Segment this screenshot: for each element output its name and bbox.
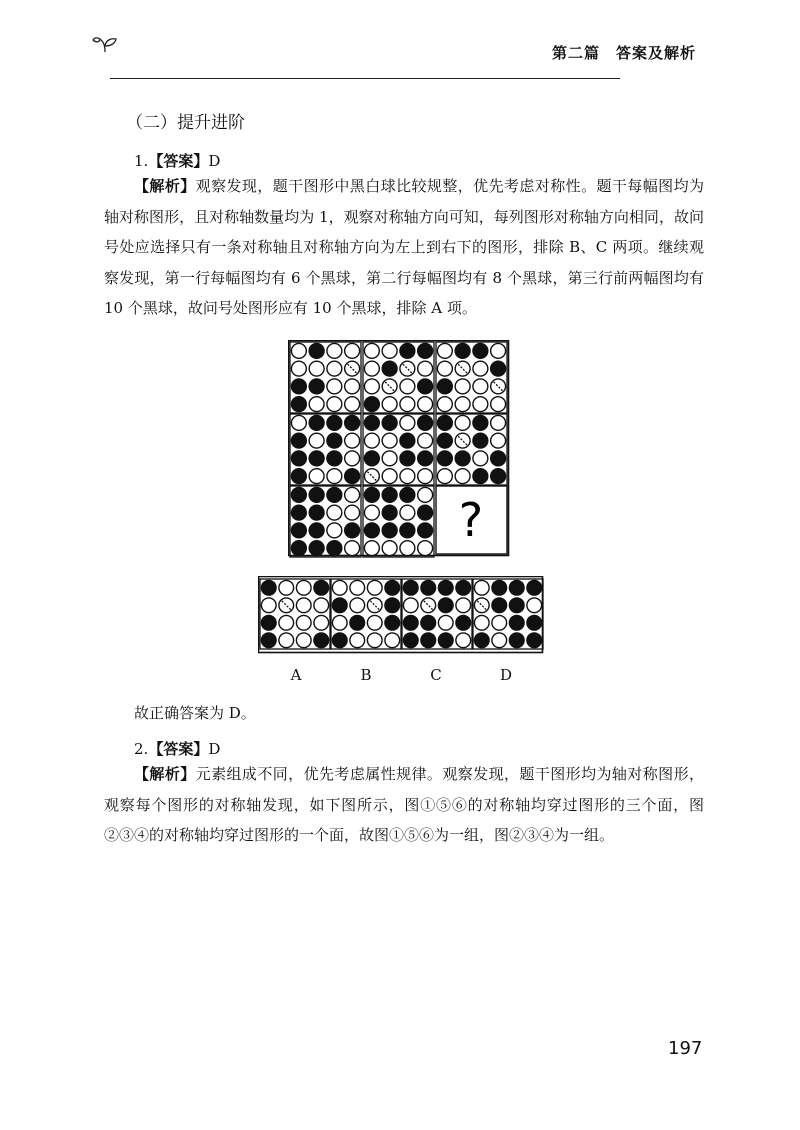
white-dot [455, 379, 470, 394]
white-dot [345, 487, 360, 502]
black-dot [403, 615, 418, 630]
q1-answer-line [134, 150, 220, 171]
black-dot [309, 379, 324, 394]
white-dot [491, 397, 506, 412]
white-dot [261, 598, 276, 613]
q2-answer: D [208, 740, 221, 758]
white-dot [438, 615, 453, 630]
black-dot [403, 580, 418, 595]
white-dot [474, 615, 489, 630]
white-dot [418, 469, 433, 484]
grid-cell-8 [363, 486, 434, 557]
grid-cell-2 [363, 342, 434, 413]
black-dot [421, 580, 436, 595]
black-dot [382, 505, 397, 520]
black-dot [309, 505, 324, 520]
white-dot [309, 469, 324, 484]
white-dot [327, 523, 342, 538]
white-dot [527, 598, 542, 613]
black-dot [291, 433, 306, 448]
white-dot [367, 615, 382, 630]
black-dot [309, 487, 324, 502]
white-dot [473, 379, 488, 394]
white-dot [400, 361, 415, 376]
q2-analysis-label: 【解析】 [134, 765, 196, 783]
q1-analysis-text: 观察发现，题干图形中黑白球比较规整，优先考虑对称性。题干每幅图均为轴对称图形，且对称轴数量均为 1，观察对称轴方向可知，每列图形对称轴方向相同，故问号处应选择只有一条对称轴且对称轴方向为左上到右下的图形，排除 B、C 两项。继续观察发现，第一行每幅图均有 6 个黑球，第二行每幅图均有 8 个黑球，第三行前两幅图均有 10 个黑球，故问号处图形应有 10 个黑球，排除 A 项。 [104, 177, 704, 317]
white-dot [279, 615, 294, 630]
white-dot [345, 343, 360, 358]
black-dot [327, 451, 342, 466]
black-dot [382, 487, 397, 502]
black-dot [327, 415, 342, 430]
option-cell-a [260, 579, 330, 649]
black-dot [350, 615, 365, 630]
white-dot [418, 541, 433, 556]
grid-cell-5 [363, 414, 434, 485]
black-dot [527, 580, 542, 595]
black-dot [291, 397, 306, 412]
black-dot [327, 487, 342, 502]
white-dot [418, 361, 433, 376]
black-dot [509, 598, 524, 613]
black-dot [291, 505, 306, 520]
black-dot [473, 469, 488, 484]
black-dot [438, 598, 453, 613]
black-dot [309, 451, 324, 466]
black-dot [400, 451, 415, 466]
white-dot [345, 541, 360, 556]
black-dot [261, 615, 276, 630]
white-dot [455, 361, 470, 376]
white-dot [345, 505, 360, 520]
section-title: （二）提升进阶 [126, 113, 245, 133]
black-dot [327, 541, 342, 556]
white-dot [418, 433, 433, 448]
black-dot [385, 598, 400, 613]
question-mark: ? [458, 493, 484, 547]
white-dot [296, 633, 311, 648]
black-dot [437, 415, 452, 430]
black-dot [332, 633, 347, 648]
white-dot [291, 343, 306, 358]
white-dot [327, 361, 342, 376]
white-dot [455, 469, 470, 484]
black-dot [455, 343, 470, 358]
black-dot [492, 580, 507, 595]
black-dot [261, 580, 276, 595]
white-dot [400, 469, 415, 484]
page-number: 197 [668, 1038, 703, 1059]
white-dot [314, 598, 329, 613]
white-dot [345, 361, 360, 376]
white-dot [455, 397, 470, 412]
white-dot [327, 397, 342, 412]
q1-answer-label: 【答案】 [148, 152, 209, 170]
white-dot [327, 379, 342, 394]
white-dot [456, 598, 471, 613]
option-label-d: D [499, 666, 513, 684]
black-dot [509, 615, 524, 630]
white-dot [350, 633, 365, 648]
white-dot [345, 379, 360, 394]
option-cell-c [402, 579, 472, 649]
white-dot [492, 633, 507, 648]
black-dot [418, 505, 433, 520]
white-dot [314, 615, 329, 630]
white-dot [474, 580, 489, 595]
grid-cell-1 [290, 342, 361, 413]
black-dot [473, 433, 488, 448]
black-dot [382, 361, 397, 376]
q2-answer-label: 【答案】 [148, 740, 209, 758]
black-dot [364, 397, 379, 412]
white-dot [309, 433, 324, 448]
q1-analysis-paragraph [104, 171, 704, 324]
white-dot [421, 598, 436, 613]
black-dot [400, 343, 415, 358]
white-dot [309, 397, 324, 412]
black-dot [492, 598, 507, 613]
white-dot [279, 633, 294, 648]
white-dot [456, 633, 471, 648]
black-dot [364, 451, 379, 466]
white-dot [492, 615, 507, 630]
white-dot [309, 361, 324, 376]
white-dot [279, 598, 294, 613]
black-dot [332, 598, 347, 613]
black-dot [456, 580, 471, 595]
black-dot [456, 615, 471, 630]
header-rule [110, 78, 620, 79]
white-dot [332, 580, 347, 595]
black-dot [437, 379, 452, 394]
white-dot [364, 379, 379, 394]
sprout-leaf-icon [92, 34, 118, 54]
white-dot [400, 397, 415, 412]
black-dot [345, 469, 360, 484]
black-dot [309, 343, 324, 358]
white-dot [296, 615, 311, 630]
white-dot [332, 615, 347, 630]
grid-cell-4 [290, 414, 361, 485]
white-dot [367, 598, 382, 613]
black-dot [418, 415, 433, 430]
black-dot [364, 523, 379, 538]
white-dot [364, 541, 379, 556]
white-dot [491, 343, 506, 358]
black-dot [418, 451, 433, 466]
black-dot [437, 433, 452, 448]
option-cell-b [331, 579, 401, 649]
grid-cell-3 [436, 342, 507, 413]
white-dot [279, 580, 294, 595]
black-dot [291, 379, 306, 394]
black-dot [382, 523, 397, 538]
question-figure-grid [288, 340, 512, 558]
white-dot [382, 541, 397, 556]
black-dot [291, 451, 306, 466]
white-dot [400, 379, 415, 394]
black-dot [291, 523, 306, 538]
white-dot [291, 415, 306, 430]
white-dot [437, 469, 452, 484]
black-dot [400, 523, 415, 538]
answer-options-strip [258, 576, 544, 656]
black-dot [438, 580, 453, 595]
white-dot [382, 433, 397, 448]
q1-conclusion: 故正确答案为 D。 [134, 704, 256, 722]
white-dot [382, 469, 397, 484]
black-dot [309, 541, 324, 556]
black-dot [509, 580, 524, 595]
black-dot [418, 379, 433, 394]
black-dot [491, 361, 506, 376]
white-dot [437, 397, 452, 412]
white-dot [400, 505, 415, 520]
black-dot [527, 633, 542, 648]
white-dot [350, 598, 365, 613]
black-dot [291, 541, 306, 556]
white-dot [455, 433, 470, 448]
white-dot [364, 343, 379, 358]
option-label-a: A [290, 666, 302, 684]
black-dot [345, 523, 360, 538]
black-dot [527, 615, 542, 630]
white-dot [345, 451, 360, 466]
black-dot [473, 343, 488, 358]
black-dot [473, 415, 488, 430]
white-dot [473, 451, 488, 466]
q1-analysis-label: 【解析】 [134, 177, 196, 195]
black-dot [314, 580, 329, 595]
header-title: 第二篇 答案及解析 [551, 44, 696, 62]
black-dot [309, 523, 324, 538]
white-dot [345, 433, 360, 448]
white-dot [491, 415, 506, 430]
q2-analysis-paragraph [104, 759, 704, 851]
white-dot [473, 361, 488, 376]
black-dot [403, 633, 418, 648]
option-label-c: C [430, 666, 442, 684]
white-dot [418, 487, 433, 502]
white-dot [296, 598, 311, 613]
black-dot [345, 415, 360, 430]
black-dot [385, 580, 400, 595]
black-dot [455, 451, 470, 466]
white-dot [350, 580, 365, 595]
black-dot [438, 633, 453, 648]
white-dot [382, 379, 397, 394]
white-dot [437, 361, 452, 376]
black-dot [261, 633, 276, 648]
white-dot [364, 469, 379, 484]
q1-answer: D [208, 152, 221, 170]
black-dot [309, 415, 324, 430]
white-dot [291, 361, 306, 376]
q2-number: 2. [134, 740, 149, 758]
white-dot [364, 433, 379, 448]
black-dot [400, 433, 415, 448]
white-dot [296, 580, 311, 595]
black-dot [385, 615, 400, 630]
black-dot [314, 633, 329, 648]
white-dot [367, 633, 382, 648]
white-dot [491, 433, 506, 448]
q2-analysis-text: 元素组成不同，优先考虑属性规律。观察发现，题干图形均为轴对称图形，观察每个图形的对称轴发现，如下图所示，图①⑤⑥的对称轴均穿过图形的三个面，图②③④的对称轴均穿过图形的一个面，故图①⑤⑥为一组，图②③④为一组。 [104, 765, 704, 844]
white-dot [364, 505, 379, 520]
white-dot [403, 598, 418, 613]
black-dot [364, 415, 379, 430]
black-dot [491, 469, 506, 484]
black-dot [382, 415, 397, 430]
white-dot [382, 397, 397, 412]
white-dot [473, 397, 488, 412]
black-dot [291, 469, 306, 484]
white-dot [327, 505, 342, 520]
page-header [92, 30, 702, 70]
black-dot [421, 615, 436, 630]
white-dot [455, 415, 470, 430]
white-dot [382, 451, 397, 466]
white-dot [491, 379, 506, 394]
white-dot [385, 633, 400, 648]
black-dot [421, 633, 436, 648]
white-dot [400, 541, 415, 556]
option-label-b: B [360, 666, 372, 684]
white-dot [345, 397, 360, 412]
grid-cell-7 [290, 486, 361, 557]
black-dot [437, 451, 452, 466]
black-dot [418, 343, 433, 358]
black-dot [491, 451, 506, 466]
black-dot [418, 523, 433, 538]
grid-cell-6 [436, 414, 507, 485]
q2-answer-line [134, 738, 220, 759]
white-dot [382, 343, 397, 358]
white-dot [327, 343, 342, 358]
white-dot [400, 415, 415, 430]
black-dot [509, 633, 524, 648]
q1-number: 1. [134, 152, 149, 170]
white-dot [327, 469, 342, 484]
black-dot [291, 487, 306, 502]
black-dot [474, 633, 489, 648]
option-cell-d [473, 579, 543, 649]
white-dot [474, 598, 489, 613]
black-dot [364, 487, 379, 502]
white-dot [418, 397, 433, 412]
black-dot [327, 433, 342, 448]
white-dot [364, 361, 379, 376]
white-dot [367, 580, 382, 595]
black-dot [400, 487, 415, 502]
white-dot [437, 343, 452, 358]
